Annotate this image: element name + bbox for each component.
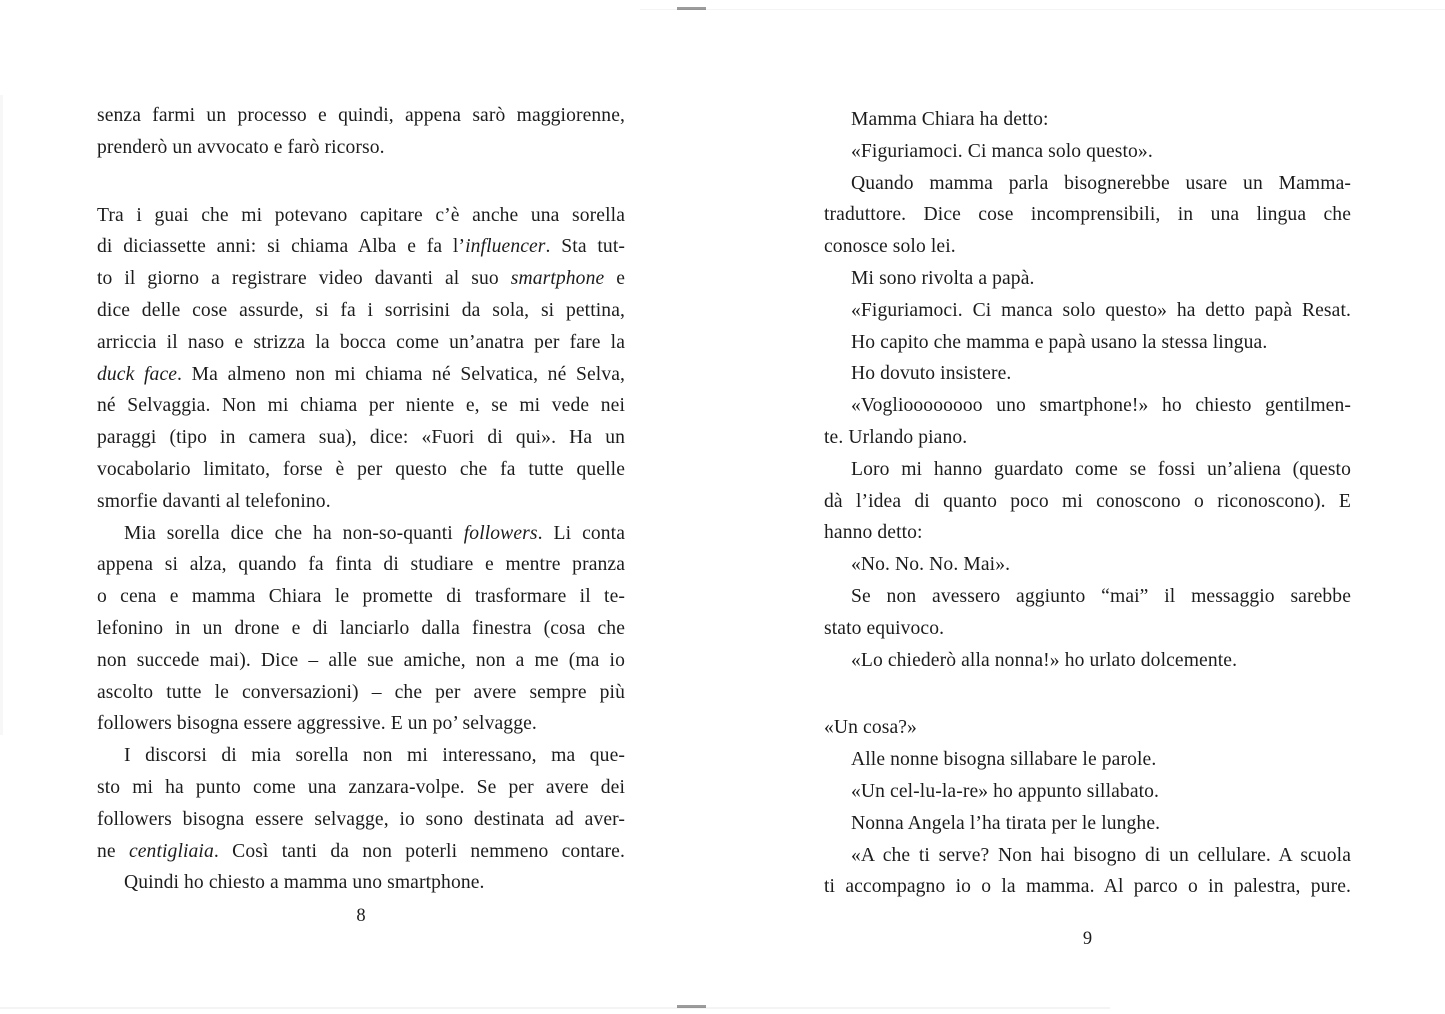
text-segment: di diciassette anni: si chiama Alba e fa l’	[97, 236, 466, 258]
text-segment: «Voglioooooooo uno smartphone!» ho chiesto gentilmen-	[851, 395, 1351, 417]
text-line	[824, 808, 1351, 840]
text-segment: . Così tanti da non poterli nemmeno contare.	[213, 840, 625, 862]
text-segment: hanno detto:	[824, 522, 923, 544]
text-segment: Ho capito che mamma e papà usano la stessa lingua.	[851, 331, 1268, 353]
text-segment: lefonino in un drone e di lanciarlo dalla finestra (cosa che	[97, 617, 625, 639]
text-segment: paraggi (tipo in camera sua), dice: «Fuori di qui». Ha un	[97, 427, 625, 449]
text-line	[824, 776, 1351, 808]
text-segment: né Selvaggia. Non mi chiama per niente e, se mi vede nei	[97, 395, 625, 417]
text-line	[97, 772, 625, 804]
italic-text: duck face	[97, 363, 178, 385]
text-segment: Ho dovuto insistere.	[851, 363, 1012, 385]
text-line	[97, 200, 625, 232]
text-segment: «Un cosa?»	[824, 717, 917, 739]
text-segment: . Ma almeno non mi chiama né Selvatica, né Selva,	[177, 363, 625, 385]
text-line	[97, 100, 625, 132]
text-line	[97, 581, 625, 613]
text-segment: Loro mi hanno guardato come se fossi un’aliena (questo	[851, 458, 1351, 480]
text-segment: «A che ti serve? Non hai bisogno di un cellulare. A scuola	[851, 844, 1351, 866]
page-right-text	[824, 104, 1351, 903]
page-left-text	[97, 100, 625, 899]
text-segment: Quando mamma parla bisognerebbe usare un Mamma-	[851, 172, 1351, 194]
scan-artifact-bottom-line	[0, 1007, 1110, 1009]
text-segment: ti accompagno io o la mamma. Al parco o in palestra, pure.	[824, 876, 1351, 898]
text-line	[824, 454, 1351, 486]
text-line	[97, 613, 625, 645]
text-line	[97, 486, 625, 518]
italic-text: centigliaia	[128, 840, 214, 862]
text-line	[97, 132, 625, 164]
text-line	[824, 295, 1351, 327]
text-line	[824, 549, 1351, 581]
italic-text: influencer	[465, 236, 546, 258]
text-line	[97, 708, 625, 740]
text-line	[97, 549, 625, 581]
text-segment: e	[604, 268, 625, 290]
text-line	[97, 327, 625, 359]
text-line	[824, 486, 1351, 518]
text-segment: Se non avessero aggiunto “mai” il messaggio sarebbe	[851, 585, 1351, 607]
text-segment: dice delle cose assurde, si fa i sorrisini da sola, si pettina,	[97, 299, 625, 321]
text-segment: Alle nonne bisogna sillabare le parole.	[851, 749, 1157, 771]
italic-text: followers	[463, 522, 538, 544]
text-line	[824, 104, 1351, 136]
text-segment: non succede mai). Dice – alle sue amiche, non a me (ma io	[97, 649, 625, 671]
text-segment: Tra i guai che mi potevano capitare c’è anche una sorella	[97, 204, 625, 226]
text-segment: «Un cel-lu-la-re» ho appunto sillabato.	[851, 780, 1160, 802]
text-line	[97, 740, 625, 772]
text-line	[824, 840, 1351, 872]
text-segment: to il giorno a registrare video davanti al suo	[97, 268, 511, 290]
text-line	[824, 263, 1351, 295]
text-segment: ascolto tutte le conversazioni) – che per avere sempre più	[97, 681, 625, 703]
text-line	[97, 804, 625, 836]
text-segment: «Figuriamoci. Ci manca solo questo».	[851, 140, 1153, 162]
text-line	[97, 390, 625, 422]
text-segment: stato equivoco.	[824, 617, 945, 639]
text-line	[97, 231, 625, 263]
text-segment: dà l’idea di quanto poco mi conoscono o riconoscono). E	[824, 490, 1351, 512]
text-line	[97, 422, 625, 454]
text-segment: traduttore. Dice cose incomprensibili, in una lingua che	[824, 204, 1351, 226]
scan-artifact-left-edge	[0, 95, 3, 735]
text-segment: followers bisogna essere selvagge, io sono destinata ad aver-	[97, 808, 625, 830]
text-line	[97, 263, 625, 295]
text-line	[97, 867, 625, 899]
text-line	[824, 168, 1351, 200]
text-line	[97, 295, 625, 327]
text-segment: I discorsi di mia sorella non mi interessano, ma que-	[124, 745, 625, 767]
text-line	[824, 136, 1351, 168]
text-line	[824, 581, 1351, 613]
page-number-left: 8	[356, 906, 366, 926]
text-line	[824, 358, 1351, 390]
text-segment: sto mi ha punto come una zanzara-volpe. Se per avere dei	[97, 776, 625, 798]
text-segment: Mi sono rivolta a papà.	[851, 267, 1035, 289]
text-segment: senza farmi un processo e quindi, appena sarò maggiorenne,	[97, 105, 625, 126]
text-line	[824, 517, 1351, 549]
text-line	[824, 390, 1351, 422]
text-segment: . Sta tut-	[545, 236, 625, 258]
text-segment: appena si alza, quando fa finta di studiare e mentre pranza	[97, 554, 625, 576]
text-segment: o cena e mamma Chiara le promette di trasformare il te-	[97, 586, 625, 608]
text-segment: Quindi ho chiesto a mamma uno smartphone.	[124, 872, 485, 894]
text-line	[824, 199, 1351, 231]
text-segment: followers bisogna essere aggressive. E un po’ selvagge.	[97, 713, 537, 735]
text-segment: Mia sorella dice che ha non-so-quanti	[124, 522, 464, 544]
text-line	[824, 645, 1351, 677]
text-line	[824, 422, 1351, 454]
text-line	[97, 359, 625, 391]
text-segment: Nonna Angela l’ha tirata per le lunghe.	[851, 812, 1161, 834]
text-segment: vocabolario limitato, forse è per questo che fa tutte quelle	[97, 458, 625, 480]
text-line	[824, 712, 1351, 744]
text-line	[97, 518, 625, 550]
text-segment: prenderò un avvocato e farò ricorso.	[97, 136, 385, 158]
text-line	[97, 677, 625, 709]
text-line	[97, 645, 625, 677]
text-segment: te. Urlando piano.	[824, 426, 968, 448]
text-line	[97, 836, 625, 868]
text-line	[824, 613, 1351, 645]
italic-text: smartphone	[510, 268, 605, 290]
text-line	[97, 454, 625, 486]
text-segment: smorfie davanti al telefonino.	[97, 490, 331, 512]
text-segment: arriccia il naso e strizza la bocca come un’anatra per fare la	[97, 331, 625, 353]
text-segment: «Figuriamoci. Ci manca solo questo» ha detto papà Resat.	[851, 299, 1351, 321]
text-segment: Mamma Chiara ha detto:	[851, 109, 1049, 130]
text-line	[824, 327, 1351, 359]
text-segment: . Li conta	[537, 522, 625, 544]
page-number-right: 9	[1082, 929, 1093, 949]
text-line	[824, 744, 1351, 776]
text-segment: «No. No. No. Mai».	[851, 554, 1011, 576]
text-segment: «Lo chiederò alla nonna!» ho urlato dolcemente.	[851, 649, 1238, 671]
text-line	[824, 231, 1351, 263]
text-line	[824, 871, 1351, 903]
text-segment: ne	[97, 840, 129, 862]
scan-artifact-top-line	[640, 9, 1445, 10]
text-segment: conosce solo lei.	[824, 236, 956, 258]
